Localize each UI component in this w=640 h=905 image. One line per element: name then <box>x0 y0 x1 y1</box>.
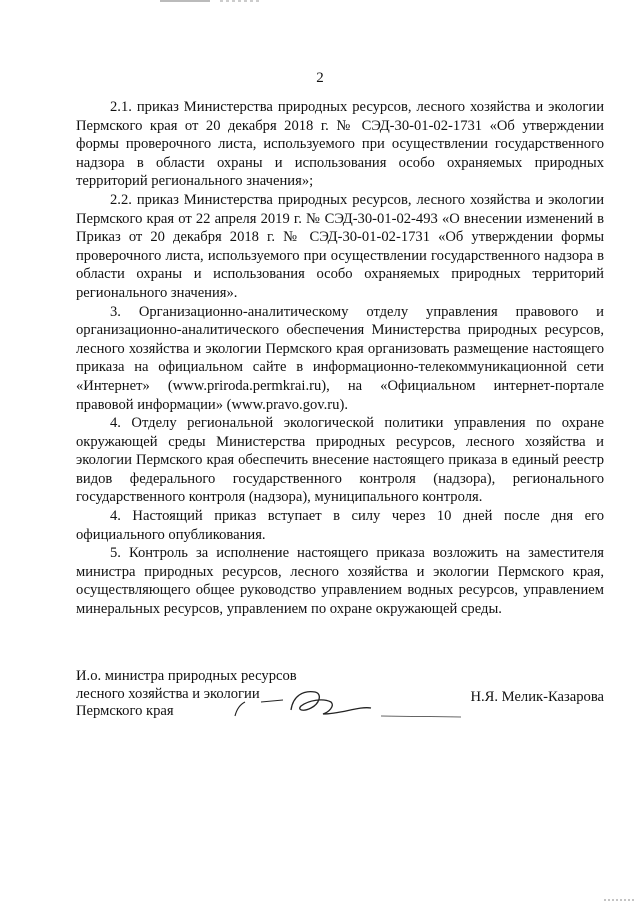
position-line-2: лесного хозяйства и экологии <box>76 685 260 702</box>
page-number: 2 <box>316 70 324 86</box>
paragraph-2-2: 2.2. приказ Министерства природных ресурсов, лесного хозяйства и экологии Пермского края от 22 апреля 2019 г. № СЭД-30-01-02-493 «О внесении изменений в Приказ от 20 декабря 2018 г. № СЭД-30-01-02-1731 «Об утверждении формы проверочного листа, используемого при осуществлении государственного надзора в области охраны и использования особо охраняемых природных территорий регионального значения». <box>76 191 604 301</box>
position-line-1: И.о. министра природных ресурсов <box>76 668 297 684</box>
position-line-3: Пермского края <box>76 703 174 719</box>
scan-edge-marks <box>160 0 320 4</box>
paragraph-3: 3. Организационно-аналитическому отделу управления правового и организационно-аналитического обеспечения Министерства природных ресурсов, лесного хозяйства и экологии Пермского края организовать размещение настоящего приказа на официальном сайте в информационно-телекоммуникационной сети «Интернет» (www.priroda.permkrai.ru), на «Официальном интернет-портале правовой информации» (www.pravo.gov.ru). <box>76 303 604 413</box>
signatory-name: Н.Я. Мелик-Казарова <box>470 689 604 705</box>
signature-block <box>76 668 604 728</box>
handwritten-signature <box>231 676 471 726</box>
scan-corner-mark <box>604 897 634 903</box>
paragraph-4-effective: 4. Настоящий приказ вступает в силу через 10 дней после дня его официального опубликования. <box>76 508 604 543</box>
paragraph-2-1: 2.1. приказ Министерства природных ресурсов, лесного хозяйства и экологии Пермского края от 20 декабря 2018 г. № СЭД-30-01-02-1731 «Об утверждении формы проверочного листа, используемого при осуществлении государственного надзора в области охраны и использования особо охраняемых природных территорий регионального значения»; <box>76 99 604 190</box>
document-body <box>76 98 604 619</box>
paragraph-4-registry: 4. Отделу региональной экологической политики управления по охране окружающей среды Министерства природных ресурсов, лесного хозяйства и экологии Пермского края обеспечить внесение настоящего приказа в единый реестр видов федерального государственного контроля (надзора), регионального государственного контроля (надзора), муниципального контроля. <box>76 415 604 506</box>
paragraph-5: 5. Контроль за исполнение настоящего приказа возложить на заместителя министра природных ресурсов, лесного хозяйства и экологии Пермского края, осуществляющего общее руководство управлением водных ресурсов, управлением минеральных ресурсов, управлением по охране окружающей среды. <box>76 545 604 618</box>
